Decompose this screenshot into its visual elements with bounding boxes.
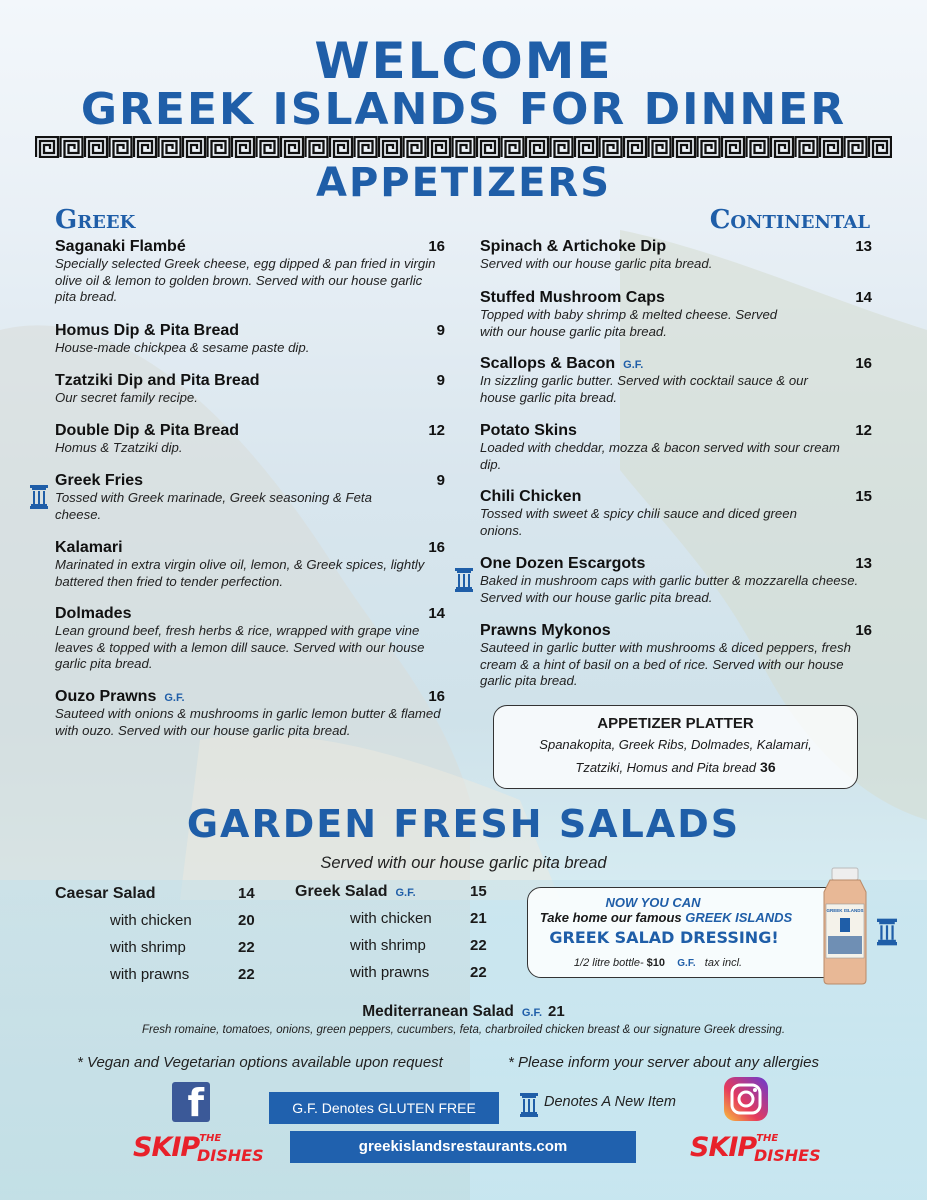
menu-item <box>480 355 872 406</box>
item-price: 9 <box>436 322 445 339</box>
menu-item <box>55 322 445 357</box>
menu-item <box>55 372 445 407</box>
platter-title: APPETIZER PLATTER <box>597 715 754 732</box>
skip-logo-dishes: DISHES <box>754 1146 821 1165</box>
instagram-icon[interactable] <box>724 1077 768 1121</box>
menu-item <box>55 472 445 523</box>
option-price: 22 <box>238 939 255 956</box>
dressing-bottle <box>818 866 872 986</box>
item-name: Tzatziki Dip and Pita Bread <box>55 372 260 389</box>
gluten-free-legend: G.F. Denotes GLUTEN FREE <box>269 1092 499 1124</box>
item-price: 16 <box>855 355 872 372</box>
skip-logo-dishes: DISHES <box>197 1146 264 1165</box>
dressing-tax: tax incl. <box>704 957 743 969</box>
item-description: Homus & Tzatziki dip. <box>55 440 183 455</box>
item-price: 14 <box>855 289 872 306</box>
item-name: Spinach & Artichoke Dip <box>480 238 667 255</box>
menu-item <box>480 289 872 340</box>
platter-line-1: Spanakopita, Greek Ribs, Dolmades, Kalamari, <box>539 737 812 752</box>
item-price: 14 <box>428 605 445 622</box>
option-name: with prawns <box>350 964 430 981</box>
salads-heading: GARDEN FRESH SALADS <box>186 802 741 846</box>
option-price: 22 <box>470 964 487 981</box>
dressing-headline: NOW YOU CAN <box>605 895 701 910</box>
platter-line-2: Tzatziki, Homus and Pita bread <box>575 760 757 775</box>
item-description: Marinated in extra virgin olive oil, lemon, & Greek spices, lightly battered then fried to tender perfection. <box>55 557 425 589</box>
dressing-product-name: GREEK SALAD DRESSING! <box>549 928 779 947</box>
item-description: Tossed with Greek marinade, Greek seasoning & Feta cheese. <box>55 490 372 522</box>
item-name: Ouzo Prawns <box>55 688 157 705</box>
menu-item <box>55 605 445 673</box>
skip-logo-the: THE <box>199 1133 222 1144</box>
item-description: Loaded with cheddar, mozza & bacon served with sour cream dip. <box>480 440 840 472</box>
option-name: with shrimp <box>110 939 186 956</box>
item-name: Homus Dip & Pita Bread <box>55 322 240 339</box>
gluten-free-badge: G.F. <box>164 692 185 704</box>
greek-key-border <box>35 136 892 158</box>
item-price: 9 <box>436 372 445 389</box>
salad-name: Greek Salad <box>295 883 388 900</box>
option-price: 22 <box>238 966 255 983</box>
item-price: 12 <box>855 422 872 439</box>
allergy-note: * Please inform your server about any allergies <box>508 1054 819 1071</box>
dressing-brand: GREEK ISLANDS <box>685 910 793 925</box>
new-item-legend: Denotes A New Item <box>544 1094 676 1110</box>
facebook-icon[interactable] <box>172 1081 210 1125</box>
salad-option <box>350 937 500 957</box>
item-description: Sauteed with onions & mushrooms in garlic lemon butter & flamed with ouzo. Served with our house garlic pita bread. <box>55 706 441 738</box>
bottle-label: GREEK ISLANDS <box>826 908 864 913</box>
item-price: 16 <box>855 622 872 639</box>
vegan-note: * Vegan and Vegetarian options available upon request <box>77 1054 443 1071</box>
dressing-size: 1/2 litre bottle- <box>573 957 647 969</box>
item-description: Specially selected Greek cheese, egg dipped & pan fried in virgin olive oil & lemon to golden brown. Served with our house garlic pita bread. <box>55 256 436 304</box>
item-name: Saganaki Flambé <box>55 238 186 255</box>
item-description: Baked in mushroom caps with garlic butter & mozzarella cheese. Served with our house garlic pita bread. <box>480 573 859 605</box>
skip-the-dishes-logo[interactable] <box>690 1132 821 1165</box>
item-price: 16 <box>428 688 445 705</box>
greek-column-icon <box>877 918 897 946</box>
item-name: Chili Chicken <box>480 488 582 505</box>
welcome-title: WELCOME <box>314 32 613 90</box>
item-price: 12 <box>428 422 445 439</box>
menu-item <box>55 539 445 590</box>
option-price: 21 <box>470 910 487 927</box>
greek-column-icon <box>30 485 48 509</box>
appetizer-platter-box <box>493 705 858 789</box>
item-name: Stuffed Mushroom Caps <box>480 289 665 306</box>
menu-item <box>480 488 872 539</box>
salad-price: 14 <box>238 885 255 902</box>
item-price: 13 <box>855 238 872 255</box>
restaurant-subtitle: GREEK ISLANDS FOR DINNER <box>80 84 847 135</box>
item-price: 13 <box>855 555 872 572</box>
option-name: with chicken <box>350 910 432 927</box>
mediterranean-salad <box>0 1003 927 1021</box>
salad-option <box>110 939 260 959</box>
item-description: Sauteed in garlic butter with mushrooms & diced peppers, fresh cream & a hint of basil on a bed of rice. Served with our house garlic pita bread. <box>480 640 851 688</box>
mediterranean-description: Fresh romaine, tomatoes, onions, green peppers, cucumbers, feta, charbroiled chicken breast & our signature Greek dressing. <box>141 1024 786 1036</box>
menu-item <box>55 422 445 457</box>
greek-column-icon <box>455 568 473 592</box>
greek-column-icon <box>520 1093 538 1117</box>
salad-option <box>350 964 500 984</box>
platter-price: 36 <box>760 759 776 775</box>
appetizers-heading: APPETIZERS <box>315 160 612 206</box>
item-description: Our secret family recipe. <box>55 390 198 405</box>
item-name: Scallops & Bacon <box>480 355 616 372</box>
item-price: 9 <box>436 472 445 489</box>
option-name: with chicken <box>110 912 192 929</box>
skip-the-dishes-logo[interactable] <box>133 1132 264 1165</box>
item-description: House-made chickpea & sesame paste dip. <box>55 340 310 355</box>
salad-item <box>295 883 495 903</box>
option-price: 20 <box>238 912 255 929</box>
item-name: Kalamari <box>55 539 123 556</box>
item-price: 15 <box>855 488 872 505</box>
salad-name: Caesar Salad <box>55 885 156 902</box>
item-name: Potato Skins <box>480 422 577 439</box>
item-description: Served with our house garlic pita bread. <box>480 256 713 271</box>
gluten-free-badge: G.F. <box>521 1007 543 1019</box>
salad-price: 21 <box>548 1003 565 1020</box>
menu-item <box>55 688 445 739</box>
item-name: Double Dip & Pita Bread <box>55 422 240 439</box>
website-link[interactable]: greekislandsrestaurants.com <box>290 1131 636 1163</box>
continental-category-heading: Continental <box>709 205 870 235</box>
salads-subheading: Served with our house garlic pita bread <box>320 854 607 872</box>
item-description: Tossed with sweet & spicy chili sauce and diced green onions. <box>480 506 797 538</box>
gluten-free-badge: G.F. <box>623 359 644 371</box>
skip-logo-main: SKIP <box>133 1132 200 1163</box>
skip-logo-the: THE <box>756 1133 779 1144</box>
menu-item <box>480 622 872 690</box>
greek-category-heading: Greek <box>55 205 136 235</box>
salad-option <box>110 912 260 932</box>
option-name: with prawns <box>110 966 190 983</box>
item-name: Dolmades <box>55 605 132 622</box>
gluten-free-badge: G.F. <box>395 887 416 899</box>
gluten-free-badge: G.F. <box>677 958 696 969</box>
dressing-tagline <box>528 910 804 925</box>
dressing-tagline-text: Take home our famous <box>539 910 686 925</box>
menu-item <box>480 555 872 606</box>
salad-option <box>350 910 500 930</box>
item-name: One Dozen Escargots <box>480 555 646 572</box>
item-description: Lean ground beef, fresh herbs & rice, wrapped with grape vine leaves & topped with a lemon dill sauce. Served with our house garlic pita bread. <box>55 623 425 671</box>
item-price: 16 <box>428 238 445 255</box>
salad-price: 15 <box>470 883 487 900</box>
skip-logo-main: SKIP <box>690 1132 757 1163</box>
menu-item <box>480 238 872 273</box>
item-price: 16 <box>428 539 445 556</box>
salad-name: Mediterranean Salad <box>362 1003 514 1020</box>
item-description: Topped with baby shrimp & melted cheese. Served with our house garlic pita bread. <box>480 307 778 339</box>
dressing-promo-box <box>527 887 865 978</box>
option-price: 22 <box>470 937 487 954</box>
item-name: Prawns Mykonos <box>480 622 611 639</box>
dressing-price-line <box>528 957 788 969</box>
option-name: with shrimp <box>350 937 426 954</box>
menu-item <box>480 422 872 473</box>
facebook-glyph: f <box>187 1081 204 1125</box>
item-description: In sizzling garlic butter. Served with cocktail sauce & our house garlic pita bread. <box>480 373 808 405</box>
dressing-price: $10 <box>646 957 666 969</box>
menu-item <box>55 238 445 306</box>
salad-option <box>110 966 260 986</box>
item-name: Greek Fries <box>55 472 144 489</box>
platter-description <box>494 734 857 779</box>
